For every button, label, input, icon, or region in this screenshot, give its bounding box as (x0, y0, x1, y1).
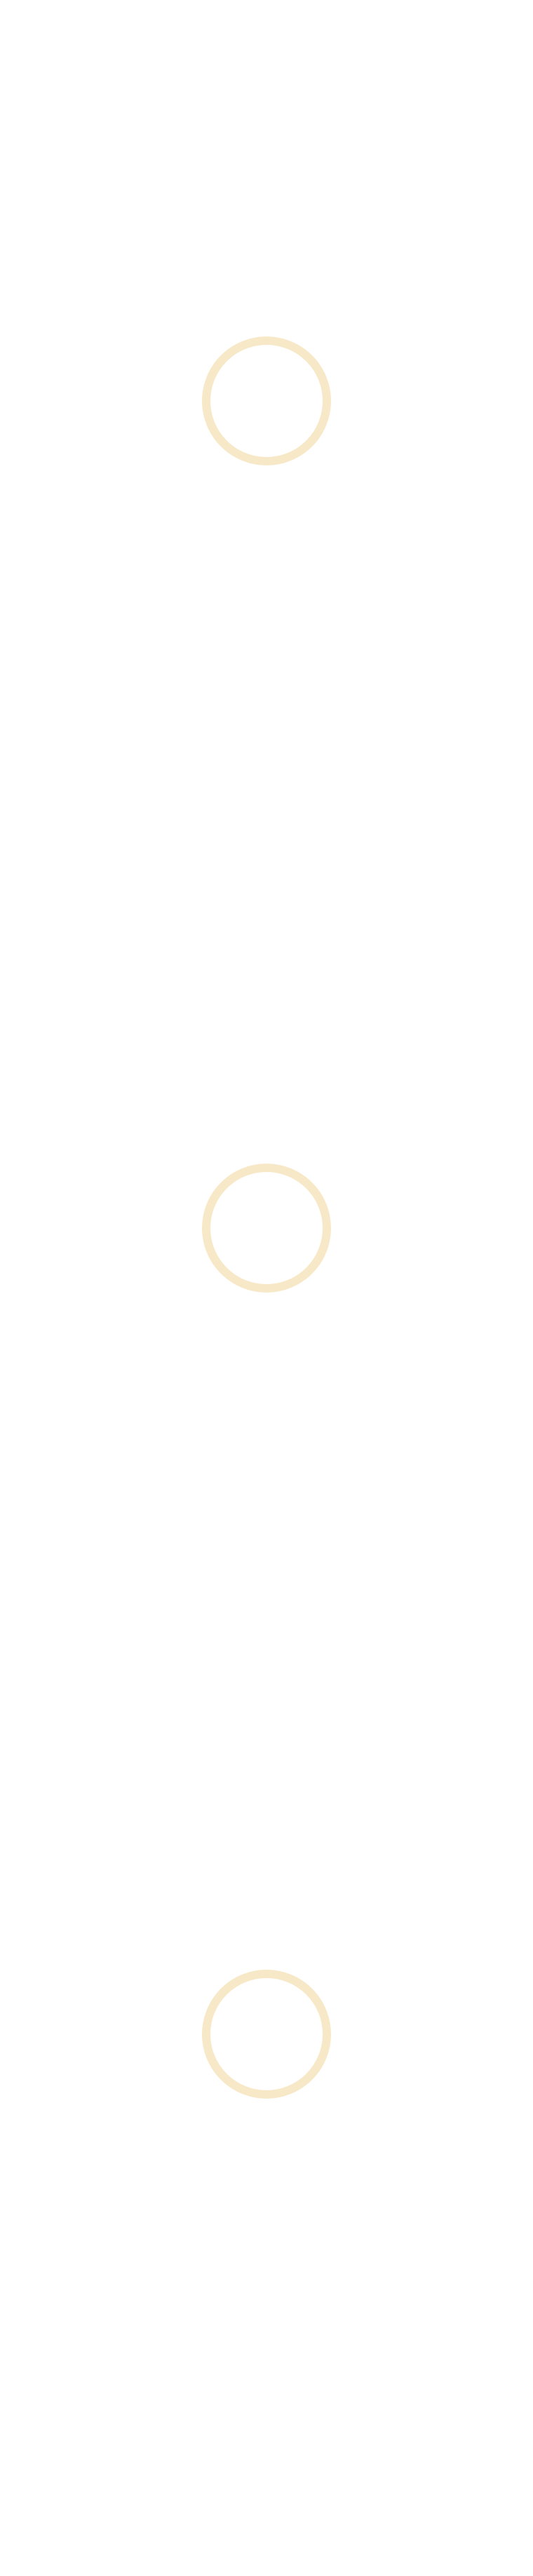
watermark-logo (21, 1157, 512, 1295)
watermark-logo (21, 329, 512, 468)
watermark-logo (21, 1963, 512, 2101)
document-page (0, 0, 533, 35)
